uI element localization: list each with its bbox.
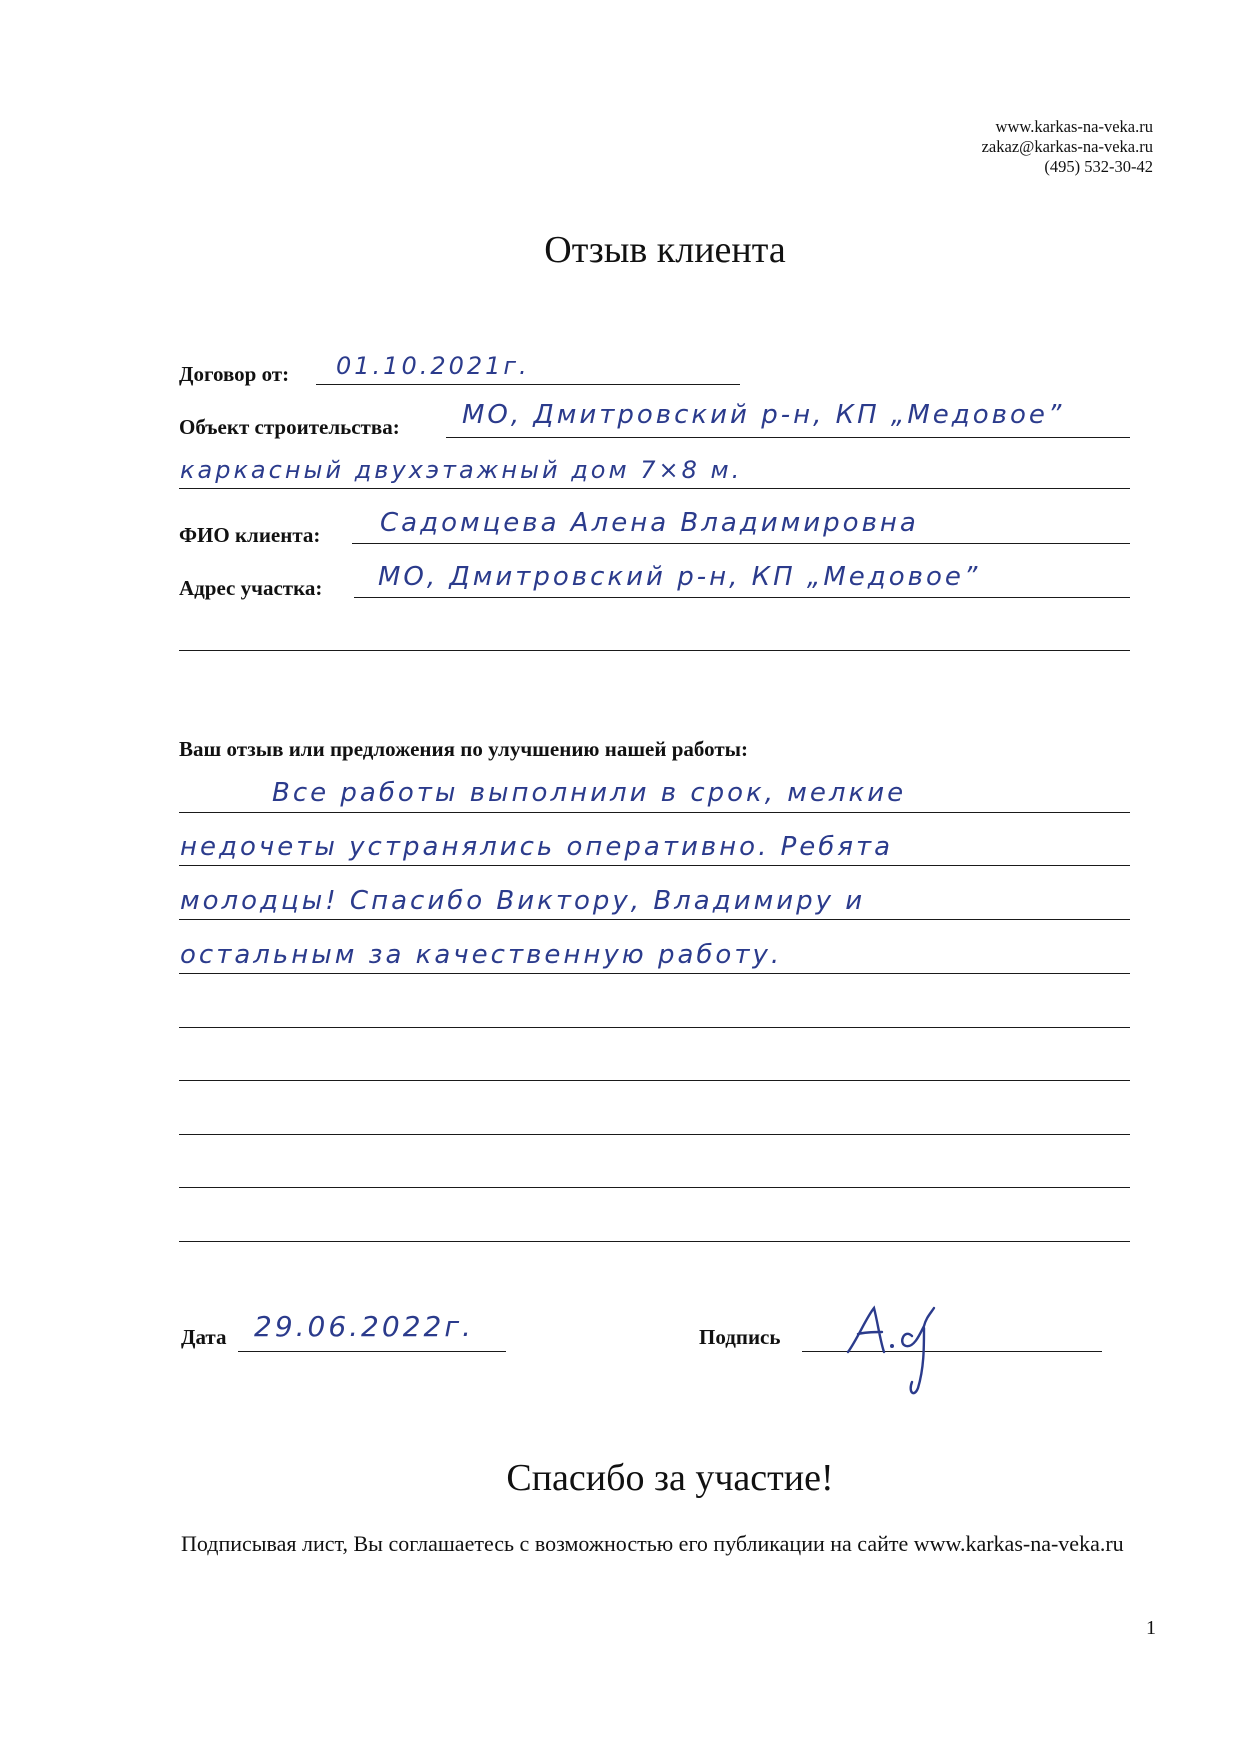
review-text-line-4: остальным за качественную работу. <box>180 940 783 970</box>
review-line-4 <box>179 973 1130 974</box>
page-title: Отзыв клиента <box>544 229 786 271</box>
contract-value: 01.10.2021г. <box>336 352 530 380</box>
review-text-line-1: Все работы выполнили в срок, мелкие <box>272 778 907 808</box>
contract-label: Договор от: <box>179 362 290 386</box>
review-text-line-3: молодцы! Спасибо Виктору, Владимиру и <box>180 886 866 916</box>
contract-line <box>316 384 740 385</box>
date-value: 29.06.2022г. <box>254 1310 474 1343</box>
object-line-2 <box>179 488 1130 489</box>
date-line <box>238 1351 506 1352</box>
publication-notice: Подписывая лист, Вы соглашаетесь с возможностью его публикации на сайте www.karkas-na-veka.ru <box>181 1531 1124 1556</box>
phone-number: (495) 532-30-42 <box>1044 157 1153 176</box>
review-label: Ваш отзыв или предложения по улучшению нашей работы: <box>179 737 749 761</box>
object-label: Объект строительства: <box>179 415 400 439</box>
address-line-2 <box>179 650 1130 651</box>
client-value: Садомцева Алена Владимировна <box>380 508 919 538</box>
object-line-1 <box>446 437 1130 438</box>
date-label: Дата <box>181 1325 227 1349</box>
review-line-2 <box>179 865 1130 866</box>
address-value: МО, Дмитровский р-н, КП „Медовое” <box>378 562 981 592</box>
address-label: Адрес участка: <box>179 576 323 600</box>
email-link: zakaz@karkas-na-veka.ru <box>981 137 1153 156</box>
review-text-line-2: недочеты устранялись оперативно. Ребята <box>180 832 894 862</box>
signature-label: Подпись <box>699 1325 781 1349</box>
handwritten-signature <box>840 1288 960 1408</box>
company-contacts <box>982 117 1153 177</box>
website-link: www.karkas-na-veka.ru <box>995 117 1153 136</box>
object-value-1: МО, Дмитровский р-н, КП „Медовое” <box>462 400 1065 430</box>
page-number: 1 <box>1146 1617 1156 1639</box>
review-line-8 <box>179 1187 1130 1188</box>
review-line-6 <box>179 1080 1130 1081</box>
review-line-3 <box>179 919 1130 920</box>
review-line-7 <box>179 1134 1130 1135</box>
object-value-2: каркасный двухэтажный дом 7×8 м. <box>180 456 743 484</box>
review-line-5 <box>179 1027 1130 1028</box>
review-line-9 <box>179 1241 1130 1242</box>
address-line <box>354 597 1130 598</box>
client-line <box>352 543 1130 544</box>
thanks-message: Спасибо за участие! <box>506 1457 834 1499</box>
client-label: ФИО клиента: <box>179 523 321 547</box>
review-line-1 <box>179 812 1130 813</box>
